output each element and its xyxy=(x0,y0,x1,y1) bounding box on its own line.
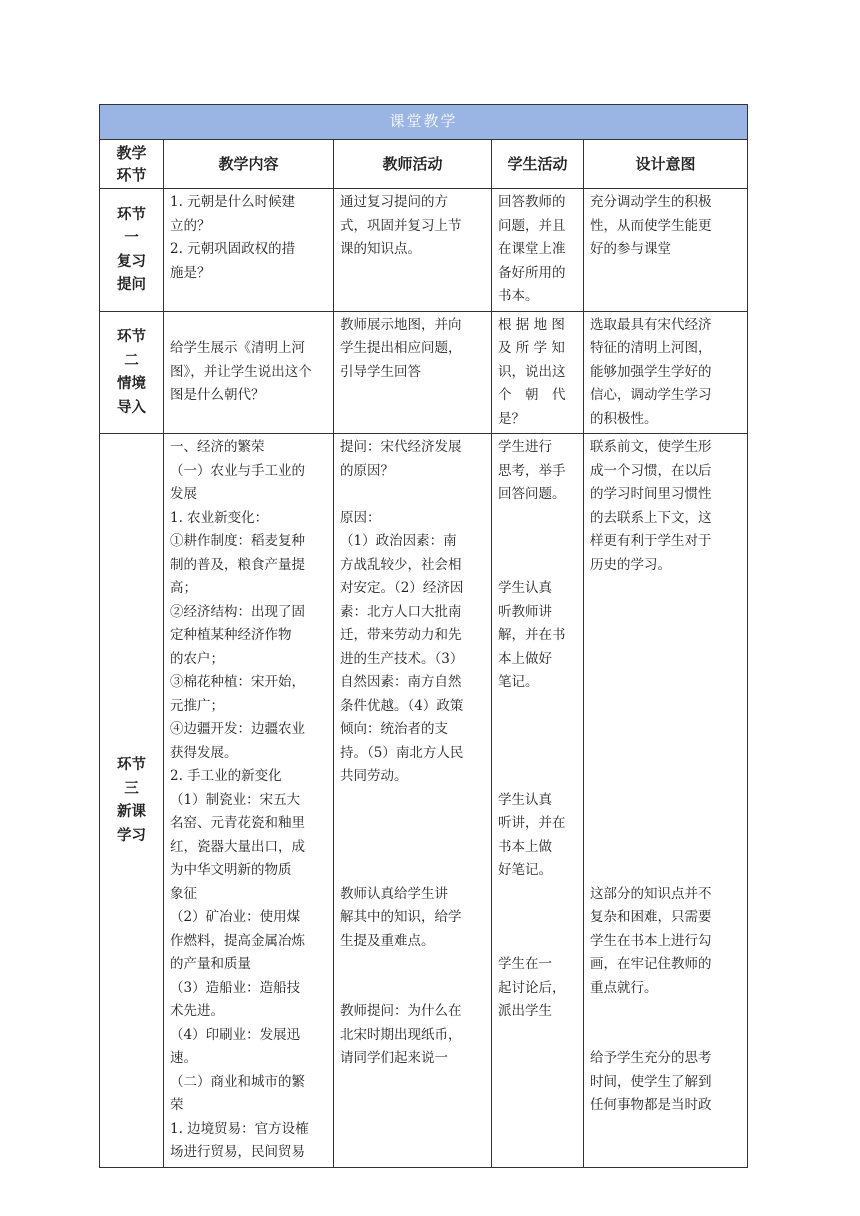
teacher-cell xyxy=(334,311,492,434)
text-line: 1. 农业新变化： xyxy=(170,509,269,526)
lesson-plan-table xyxy=(99,104,748,1168)
header-intent: 设计意图 xyxy=(584,140,748,189)
text-line: 的学习时间里习惯性 xyxy=(590,486,712,502)
text-line: 备好所用的 xyxy=(498,264,566,281)
row-new-lesson xyxy=(100,434,748,1168)
text-line: 学生在一 xyxy=(498,956,552,972)
text-line: 任何事物都是当时政 xyxy=(590,1097,712,1113)
text-line: 回答教师的 xyxy=(498,194,566,210)
text-line: 起讨论后， xyxy=(498,979,566,996)
text-line: 式，巩固并复习上节 xyxy=(340,217,462,234)
text-line: 引导学生回答 xyxy=(340,363,421,380)
text-line: 画，在牢记住教师的 xyxy=(590,956,712,972)
text-line: 发展 xyxy=(170,486,197,502)
text-line: 环节 xyxy=(117,205,146,223)
teacher-cell xyxy=(334,189,492,312)
text-line: 复杂和困难，只需要 xyxy=(590,909,712,925)
text-line: ②经济结构：出现了固 xyxy=(170,603,305,620)
text-line: 进的生产技术。（3） xyxy=(340,650,464,667)
text-line: 素：北方人口大批南 xyxy=(340,603,462,620)
text-line: （2）矿冶业：使用煤 xyxy=(170,909,301,925)
text-line: 性，从而使学生能更 xyxy=(590,217,712,234)
text-line: 根 据 地 图 xyxy=(498,316,565,333)
text-line: 原因： xyxy=(340,509,381,526)
text-line: 高； xyxy=(170,580,197,596)
text-line: 名窑、元青花瓷和釉里 xyxy=(170,815,305,831)
text-line: 信心，调动学生学习 xyxy=(590,387,712,403)
text-line: （二）商业和城市的繁 xyxy=(170,1073,305,1090)
text-line: 象征 xyxy=(170,885,197,902)
text-line: ③棉花种植：宋开始， xyxy=(170,674,305,690)
text-line: 条件优越。（4）政策 xyxy=(340,697,464,714)
text-line: 倾向：统治者的支 xyxy=(340,721,448,737)
text-line: 是？ xyxy=(498,410,525,427)
text-line: 听教师讲 xyxy=(498,603,552,620)
text-line: 听讲，并在 xyxy=(498,815,566,831)
text-line: 教师认真给学生讲 xyxy=(340,885,448,902)
text-line: 笔记。 xyxy=(498,674,539,690)
text-line: 学生认真 xyxy=(498,791,552,808)
text-line: 学生进行 xyxy=(498,439,552,455)
header-stage: 教学 环节 xyxy=(100,140,164,189)
text-line: 1. 元朝是什么时候建 xyxy=(170,194,296,210)
text-line: 通过复习提问的方 xyxy=(340,194,448,210)
text-line: （3）造船业：造船技 xyxy=(170,979,301,996)
text-line: 解其中的知识，给学 xyxy=(340,909,462,925)
text-line: 北宋时期出现纸币， xyxy=(340,1026,462,1043)
text-line: 回答问题。 xyxy=(498,486,566,502)
content-cell xyxy=(164,311,334,434)
text-line: 特征的清明上河图， xyxy=(590,340,712,356)
content-cell xyxy=(164,434,334,1168)
text-line: 作燃料，提高金属冶炼 xyxy=(170,932,305,949)
intent-cell xyxy=(584,189,748,312)
header-student: 学生活动 xyxy=(492,140,584,189)
student-cell xyxy=(492,189,584,312)
header-content: 教学内容 xyxy=(164,140,334,189)
text-line: 情境 xyxy=(117,375,146,393)
text-line: 联系前文，使学生形 xyxy=(590,439,712,455)
text-line: 的去联系上下文，这 xyxy=(590,509,712,526)
text-line: （一）农业与手工业的 xyxy=(170,462,305,479)
text-line: 施是？ xyxy=(170,264,211,281)
text-line: 书本上做 xyxy=(498,838,552,855)
text-line: 新课 xyxy=(117,803,146,821)
text-line xyxy=(340,483,485,507)
text-line: 的原因？ xyxy=(340,462,394,479)
intent-cell xyxy=(584,434,748,1168)
header-teacher: 教师活动 xyxy=(334,140,492,189)
text-line: 时间，使学生了解到 xyxy=(590,1073,712,1090)
text-line: 提问：宋代经济发展 xyxy=(340,439,462,455)
stage-cell xyxy=(100,311,164,434)
text-line: 获得发展。 xyxy=(170,744,238,761)
text-line: 定种植某种经济作物 xyxy=(170,627,292,643)
table-banner: 课堂教学 xyxy=(100,105,748,140)
text-line: 一 xyxy=(124,229,139,247)
text-line: 解，并在书 xyxy=(498,627,566,643)
stage-cell xyxy=(100,189,164,312)
text-line: 问题，并且 xyxy=(498,217,566,234)
text-line: （1）政治因素：南 xyxy=(340,533,457,549)
text-line: 重点就行。 xyxy=(590,979,658,996)
text-line: 立的？ xyxy=(170,217,211,234)
text-line: 学生在书本上进行勾 xyxy=(590,932,712,949)
content-cell xyxy=(164,189,334,312)
text-line: 场进行贸易，民间贸易 xyxy=(170,1144,305,1160)
text-line: 红，瓷器大量出口，成 xyxy=(170,838,305,855)
student-cell xyxy=(492,311,584,434)
text-line: 教师提问：为什么在 xyxy=(340,1003,462,1019)
text-line: 图是什么朝代？ xyxy=(170,387,265,403)
text-line: 给学生展示《清明上河 xyxy=(170,340,305,356)
row-intro xyxy=(100,311,748,434)
text-line: 这部分的知识点并不 xyxy=(590,885,712,902)
text-line: 请同学们起来说一 xyxy=(340,1050,448,1066)
text-line: 速。 xyxy=(170,1050,197,1066)
text-line: 图》，并让学生说出这个 xyxy=(170,363,312,380)
text-line: 好的参与课堂 xyxy=(590,241,671,257)
text-line: 方战乱较少，社会相 xyxy=(340,556,462,573)
student-cell xyxy=(492,434,584,1168)
text-line: （1）制瓷业：宋五大 xyxy=(170,791,301,808)
text-line: 自然因素：南方自然 xyxy=(340,674,462,690)
text-line: 一、经济的繁荣 xyxy=(170,439,265,455)
intent-cell xyxy=(584,311,748,434)
text-line: 历史的学习。 xyxy=(590,556,671,573)
text-line: 提问 xyxy=(117,276,146,294)
text-line: 充分调动学生的积极 xyxy=(590,194,712,210)
header-row xyxy=(100,140,748,189)
text-line: 的产量和质量 xyxy=(170,956,251,972)
text-line: 好笔记。 xyxy=(498,862,552,878)
text-line: ①耕作制度：稻麦复种 xyxy=(170,533,305,549)
text-line: 对安定。（2）经济因 xyxy=(340,580,464,596)
stage-cell xyxy=(100,434,164,1168)
text-line: 三 xyxy=(124,779,139,797)
text-line: 及 所 学 知 xyxy=(498,340,565,356)
text-line: 学生提出相应问题， xyxy=(340,340,462,356)
text-line: 生提及重难点。 xyxy=(340,932,435,949)
text-line: 给予学生充分的思考 xyxy=(590,1050,712,1066)
row-review xyxy=(100,189,748,312)
text-line: 共同劳动。 xyxy=(340,768,408,784)
text-line: 学习 xyxy=(117,826,146,844)
text-line: 的农户； xyxy=(170,650,224,667)
text-line: 1. 边境贸易：官方设榷 xyxy=(170,1120,309,1137)
text-line: 环节 xyxy=(117,328,146,346)
text-line: 荣 xyxy=(170,1097,184,1113)
text-line: 成一个习惯，在以后 xyxy=(590,462,712,479)
text-line: 复习 xyxy=(117,252,146,270)
text-line: 样更有利于学生对于 xyxy=(590,533,712,549)
text-line: 在课堂上准 xyxy=(498,241,566,257)
text-line: 二 xyxy=(124,351,139,369)
text-line: 学生认真 xyxy=(498,580,552,596)
text-line: 2. 元朝巩固政权的措 xyxy=(170,241,296,257)
text-line: 为中华文明新的物质 xyxy=(170,862,292,878)
text-line: 课的知识点。 xyxy=(340,241,421,257)
text-line: 选取最具有宋代经济 xyxy=(590,316,712,333)
text-line: 2. 手工业的新变化 xyxy=(170,768,282,784)
text-line: ④边疆开发：边疆农业 xyxy=(170,721,305,737)
text-line: 个 朝 代 xyxy=(498,387,566,403)
text-line: 迁，带来劳动力和先 xyxy=(340,627,462,643)
text-line: 教师展示地图，并向 xyxy=(340,316,462,333)
text-line: 持。（5）南北方人民 xyxy=(340,744,464,761)
text-line: 思考，举手 xyxy=(498,462,566,479)
text-line: 能够加强学生学好的 xyxy=(590,363,712,380)
text-line: （4）印刷业：发展迅 xyxy=(170,1026,301,1043)
text-line: 元推广； xyxy=(170,697,224,714)
text-line: 制的普及，粮食产量提 xyxy=(170,556,305,573)
text-line: 环节 xyxy=(117,756,146,774)
text-line: 导入 xyxy=(117,398,146,416)
text-line: 本上做好 xyxy=(498,650,552,667)
text-line: 派出学生 xyxy=(498,1003,552,1019)
text-line: 术先进。 xyxy=(170,1003,224,1019)
text-line: 的积极性。 xyxy=(590,410,658,427)
teacher-cell xyxy=(334,434,492,1168)
text-line: 识，说出这 xyxy=(498,363,566,380)
text-line: 书本。 xyxy=(498,288,539,304)
